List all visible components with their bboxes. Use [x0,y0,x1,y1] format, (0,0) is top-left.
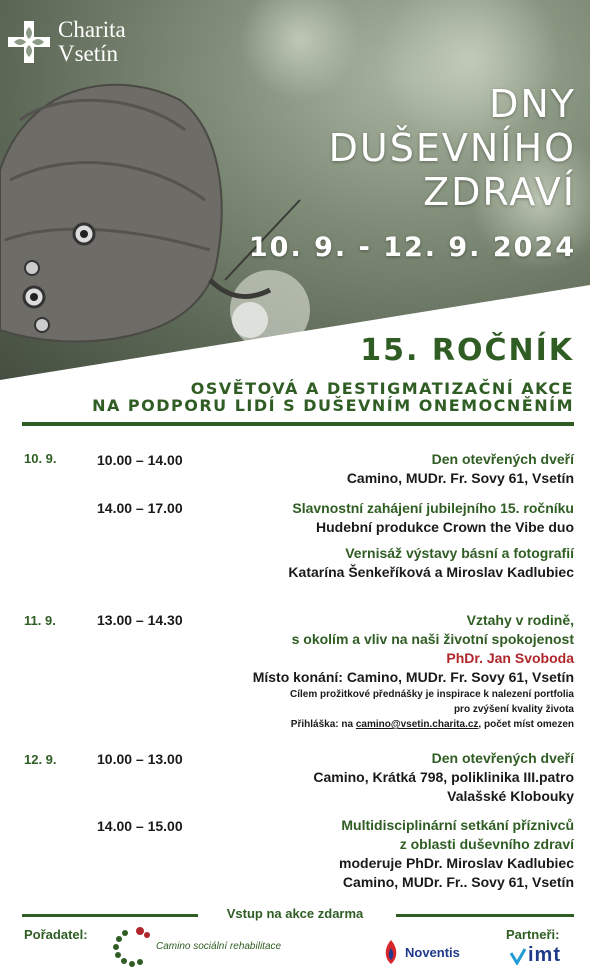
event-time: 13.00 – 14.30 [97,612,183,628]
partners-label: Partneři: [506,927,560,942]
event-place: Camino, Krátká 798, poliklinika III.patro [313,769,574,785]
day-date: 10. 9. [24,451,57,466]
edition-label: 15. ROČNÍK [360,333,574,368]
organizer-label: Pořadatel: [24,927,88,942]
event-place: Místo konání: Camino, MUDr. Fr. Sovy 61, Vsetín [252,669,574,685]
title-line3: ZDRAVÍ [423,170,576,214]
event-title: s okolím a vliv na naši životní spokojenost [291,631,574,647]
free-entry-text: Vstup na akce zdarma [221,906,370,921]
title-line2: DUŠEVNÍHO [328,126,576,170]
top-divider [22,422,574,426]
event-note: Cílem prožitkové přednášky je inspirace k nalezení portfolia [290,689,574,700]
event-block [339,816,574,892]
signup-email-link[interactable]: camino@vsetin.charita.cz [355,719,479,730]
event-title [329,82,576,214]
day-date: 11. 9. [24,613,56,628]
speaker-name: PhDr. Jan Svoboda [446,650,574,666]
charita-cross-icon [6,19,52,65]
noventis-logo [380,938,460,966]
camino-dots-icon [110,925,152,967]
subtitle-line2: NA PODPORU LIDÍ S DUŠEVNÍM ONEMOCNĚNÍM [92,396,574,415]
organizer-name: Camino sociální rehabilitace [156,940,282,952]
free-entry-note [0,906,590,921]
signup-line [253,717,574,732]
subtitle-line1: OSVĚTOVÁ A DESTIGMATIZAČNÍ AKCE [190,379,574,398]
day-date: 12. 9. [24,752,57,767]
camino-logo [110,925,281,967]
event-time: 10.00 – 14.00 [97,452,183,468]
event-time: 14.00 – 17.00 [97,500,183,516]
event-block [292,499,574,537]
event-place: Camino, MUDr. Fr.. Sovy 61, Vsetín [342,874,574,890]
event-detail: Katarína Šenkeříková a Miroslav Kadlubiec [288,564,574,580]
event-place: Valašské Klobouky [447,788,574,804]
partner-noventis: Noventis [405,944,460,960]
event-place: Camino, MUDr. Fr. Sovy 61, Vsetín [346,470,574,486]
charita-logo [6,18,126,66]
signup-tail: , počet míst omezen [478,719,574,730]
event-block [313,749,574,806]
date-range: 10. 9. - 12. 9. 2024 [248,232,576,263]
event-moderator: moderuje PhDr. Miroslav Kadlubiec [339,855,574,871]
event-title: Den otevřených dveří [431,750,574,766]
event-title: z oblasti duševního zdraví [399,836,574,852]
event-title: Den otevřených dveří [431,451,574,467]
subtitle [92,380,574,414]
event-title: Slavnostní zahájení jubilejního 15. ročníku [292,500,574,516]
event-title: Vztahy v rodině, [466,612,574,628]
signup-label: Přihláška: na [290,719,354,730]
event-time: 14.00 – 15.00 [97,818,183,834]
event-time: 10.00 – 13.00 [97,751,183,767]
brand-line2: Vsetín [58,41,119,66]
event-title: Vernisáž výstavy básní a fotografií [345,545,574,561]
imt-logo [510,944,561,967]
event-block [288,544,574,582]
imt-check-icon [510,947,526,965]
partner-imt: imt [528,944,561,966]
noventis-flame-icon [380,938,402,966]
event-detail: Hudební produkce Crown the Vibe duo [316,519,574,535]
event-block [253,611,574,732]
title-line1: DNY [489,82,576,126]
event-block [347,450,574,488]
brand-line1: Charita [58,17,126,42]
event-title: Multidisciplinární setkání příznivců [341,817,574,833]
event-note: pro zvýšení kvality života [453,704,574,715]
